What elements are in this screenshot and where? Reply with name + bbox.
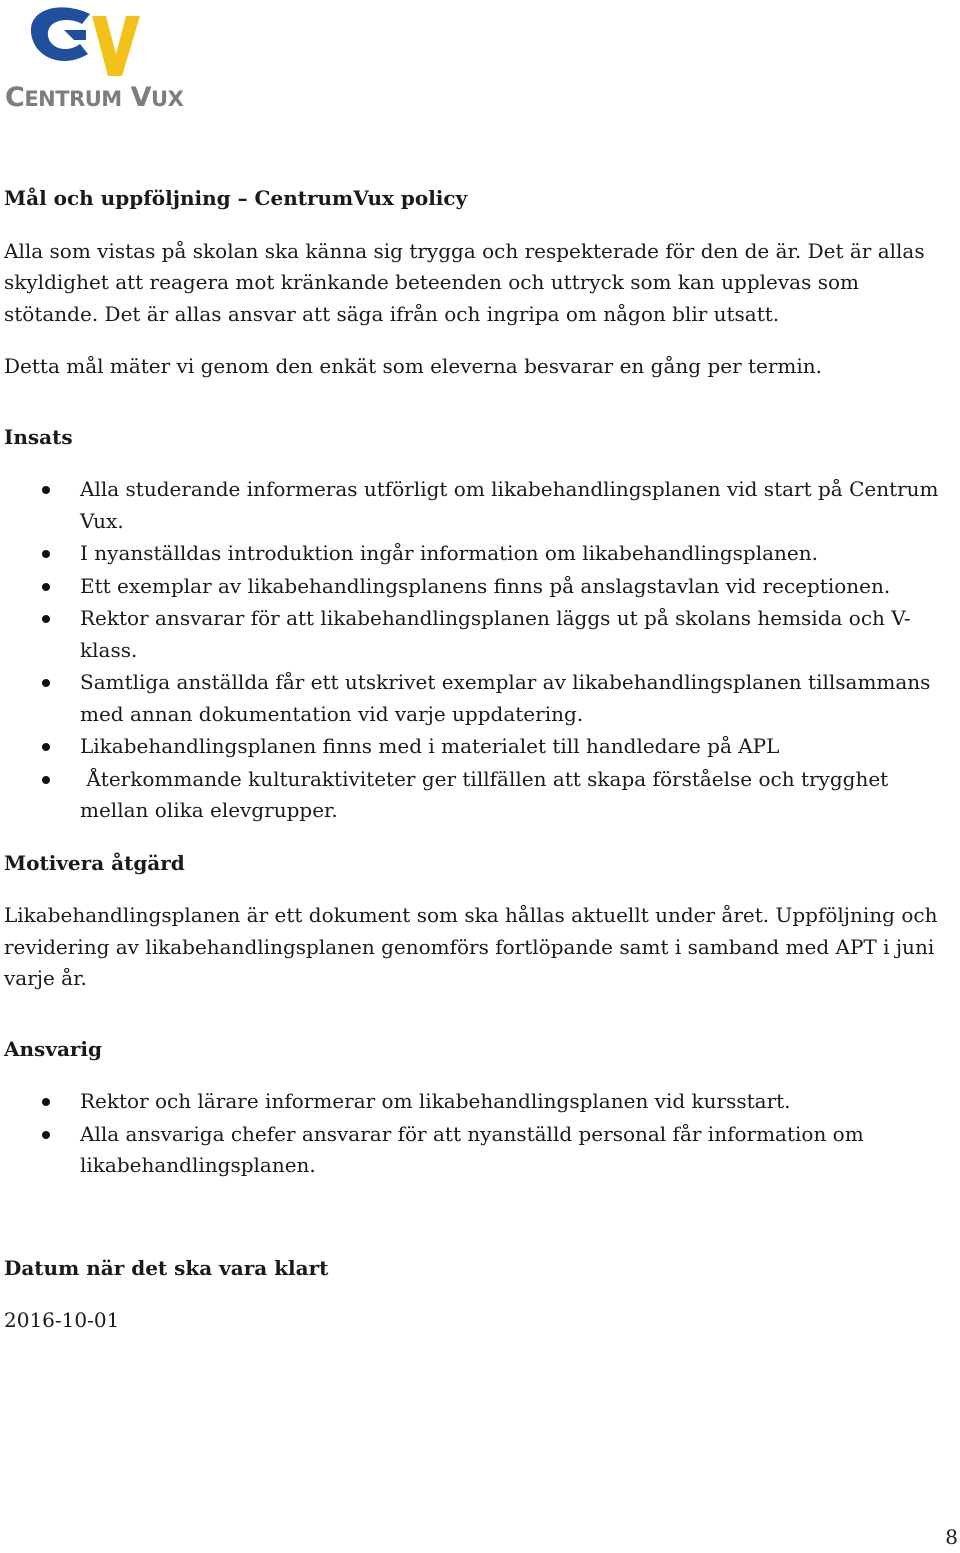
bullet-icon [42, 1131, 50, 1139]
motivera-heading: Motivera åtgärd [4, 850, 185, 875]
bullet-icon [42, 615, 50, 623]
datum-heading: Datum när det ska vara klart [4, 1255, 329, 1280]
ansvarig-heading: Ansvarig [4, 1036, 103, 1061]
page-number: 8 [945, 1525, 958, 1549]
bullet-icon [42, 550, 50, 558]
list-item: Likabehandlingsplanen finns med i materialet till handledare på APL [4, 731, 956, 763]
list-item: Ett exemplar av likabehandlingsplanens finns på anslagstavlan vid receptionen. [4, 571, 956, 603]
logo-wordmark: CENTRUM VUX [5, 82, 184, 113]
motivera-paragraph: Likabehandlingsplanen är ett dokument som ska hållas aktuellt under året. Uppföljning och revidering av likabehandlingsplanen genomförs fortlöpande samt i samband med APT i juni varje år. [4, 903, 938, 990]
logo-mark-icon [2, 2, 177, 84]
bullet-icon [42, 776, 50, 784]
policy-paragraph: Alla som vistas på skolan ska känna sig trygga och respekterade för den de är. Det är allas skyldighet att reagera mot kränkande beteenden och uttryck som kan upplevas som stötande. Det är allas ansvar att säga ifrån och ingripa om någon blir utsatt. [4, 238, 925, 326]
bullet-icon [42, 743, 50, 751]
bullet-icon [42, 679, 50, 687]
list-item: Alla studerande informeras utförligt om likabehandlingsplanen vid start på Centrum Vux. [4, 474, 956, 537]
list-item: I nyanställdas introduktion ingår information om likabehandlingsplanen. [4, 538, 956, 570]
list-item: Återkommande kulturaktiviteter ger tillfällen att skapa förståelse och trygghet mellan olika elevgrupper. [4, 764, 956, 827]
policy-title: Mål och uppföljning – CentrumVux policy [4, 186, 468, 210]
ansvarig-list [4, 1086, 956, 1182]
document-body [4, 183, 956, 1337]
list-item: Rektor och lärare informerar om likabehandlingsplanen vid kursstart. [4, 1086, 956, 1118]
list-item: Rektor ansvarar för att likabehandlingsplanen läggs ut på skolans hemsida och V-klass. [4, 603, 956, 666]
list-item: Alla ansvariga chefer ansvarar för att nyanställd personal får information om likabehandlingsplanen. [4, 1119, 956, 1182]
bullet-icon [42, 583, 50, 591]
list-item: Samtliga anställda får ett utskrivet exemplar av likabehandlingsplanen tillsammans med annan dokumentation vid varje uppdatering. [4, 667, 956, 730]
datum-value: 2016-10-01 [4, 1308, 120, 1332]
bullet-icon [42, 486, 50, 494]
insats-list [4, 474, 956, 827]
bullet-icon [42, 1098, 50, 1106]
centrum-vux-logo [2, 2, 184, 113]
insats-heading: Insats [4, 424, 73, 449]
policy-measure: Detta mål mäter vi genom den enkät som eleverna besvarar en gång per termin. [4, 354, 823, 378]
